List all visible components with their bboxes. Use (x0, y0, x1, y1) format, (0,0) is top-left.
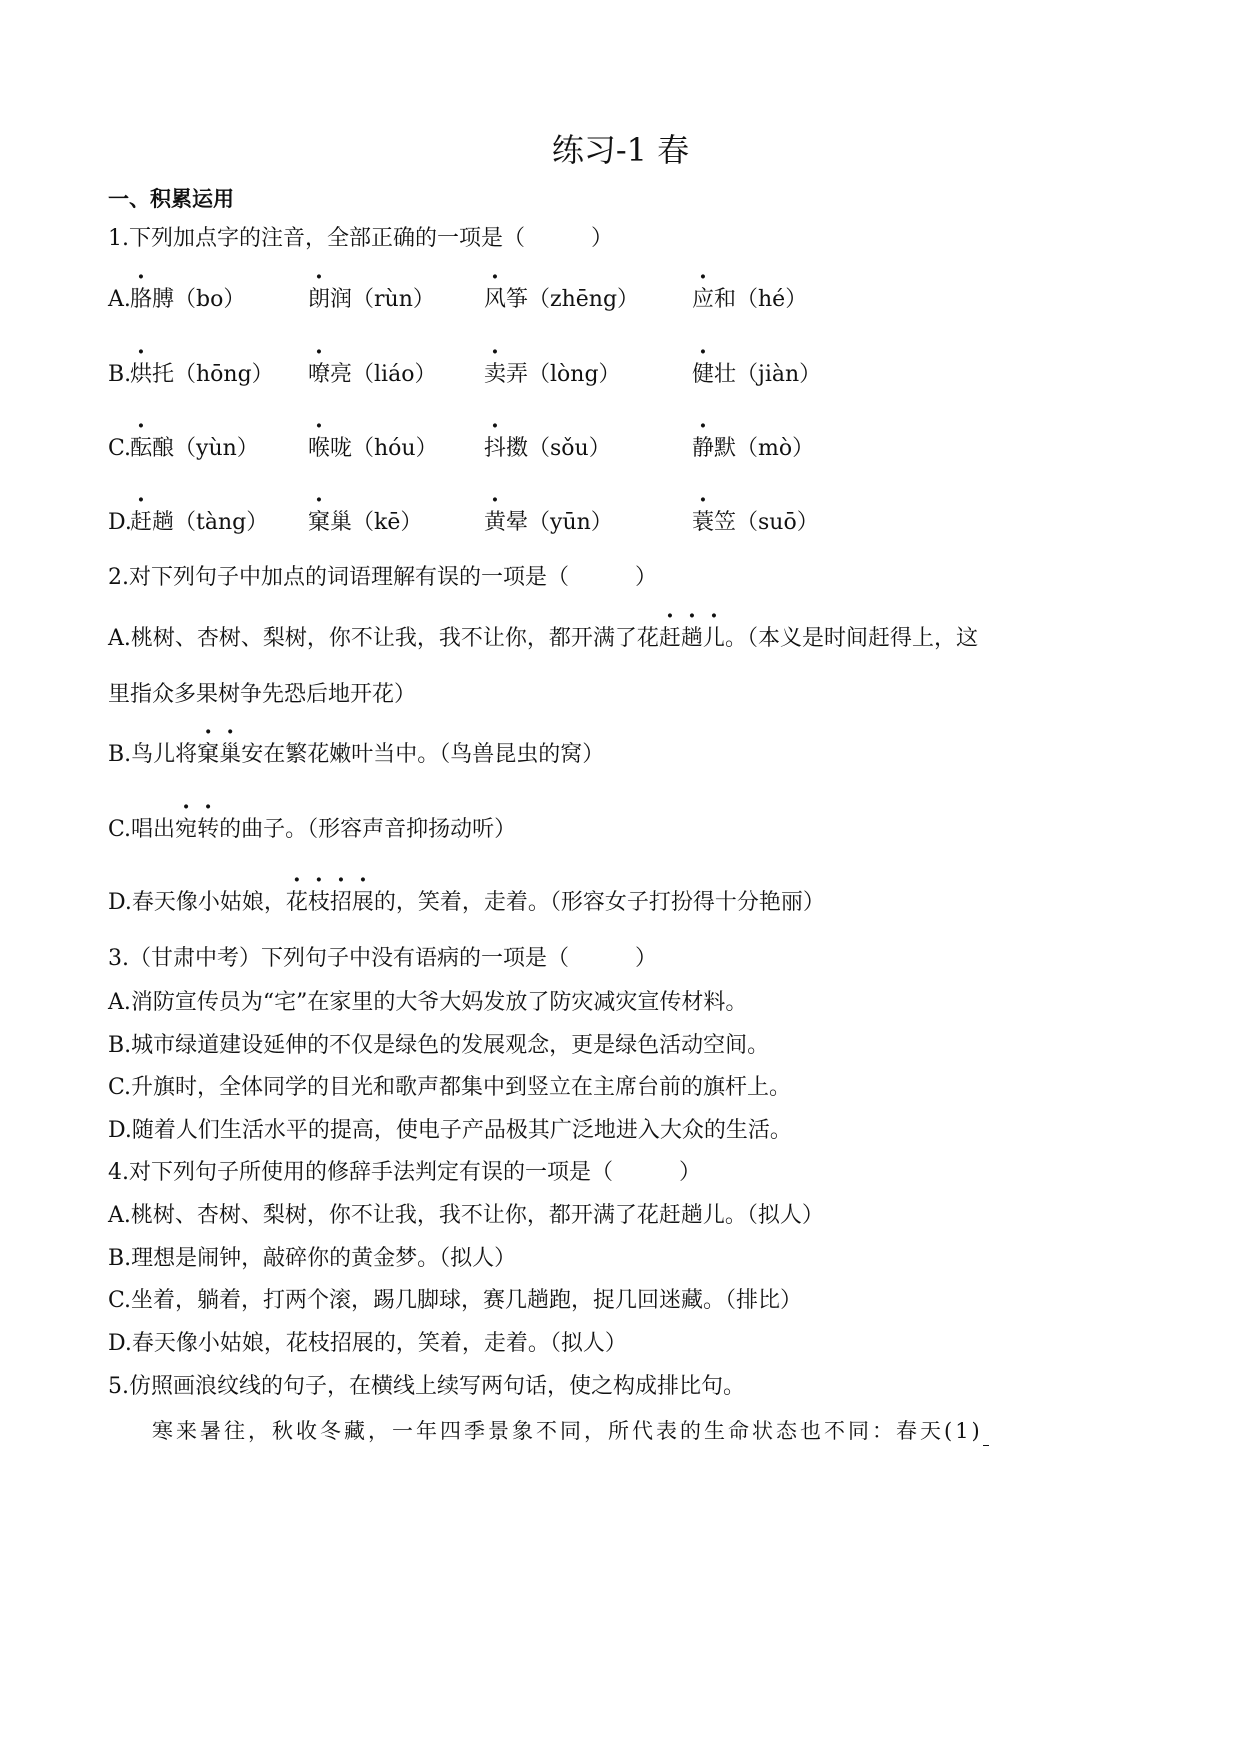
pinyin-item (130, 360, 274, 390)
dotted-char: 嘹 (308, 362, 331, 387)
pinyin-item (308, 508, 422, 538)
question-4-option: B.理想是闹钟，敲碎你的黄金梦。（拟人） (108, 1246, 517, 1271)
pinyin-item (484, 285, 639, 315)
pinyin-text: 擞（sǒu） (506, 436, 611, 461)
dotted-char: 巢 (219, 742, 242, 767)
pinyin-text: 壮（jiàn） (714, 362, 822, 387)
pinyin-text: 润（rùn） (330, 287, 435, 312)
pinyin-item (692, 360, 821, 390)
pinyin-item (308, 285, 435, 315)
pinyin-text: 巢（kē） (330, 510, 423, 535)
pinyin-item (484, 434, 611, 464)
dotted-word (659, 626, 725, 651)
pinyin-text: 筝（zhēng） (506, 287, 640, 312)
question-2-option-b (108, 740, 604, 770)
question-3-option: A.消防宣传员为“宅”在家里的大爷大妈发放了防灾减灾宣传材料。 (108, 990, 748, 1015)
pinyin-item (692, 508, 819, 538)
dotted-char: 健 (692, 362, 715, 387)
question-2-option-a-cont: 里指众多果树争先恐后地开花） (108, 682, 417, 707)
dotted-char: 胳 (130, 287, 153, 312)
option-letter: A. (108, 287, 131, 312)
pinyin-text: 托（hōng） (152, 362, 274, 387)
option-text: B.鸟儿将 (108, 742, 198, 767)
pinyin-text: 弄（lòng） (506, 362, 621, 387)
pinyin-text: 酿（yùn） (152, 436, 259, 461)
option-text: C.唱出 (108, 817, 176, 842)
question-4-option: D.春天像小姑娘，花枝招展的，笑着，走着。（拟人） (108, 1331, 627, 1356)
question-2-option-d (108, 888, 825, 918)
question-3-stem: 3.（甘肃中考）下列句子中没有语病的一项是（ ） (108, 946, 657, 971)
pinyin-item (484, 508, 613, 538)
dotted-char: 卖 (484, 362, 507, 387)
question-2-stem: 2.对下列句子中加点的词语理解有误的一项是（ ） (108, 565, 657, 590)
option-letter: D. (108, 510, 132, 535)
dotted-char: 转 (197, 817, 220, 842)
answer-blank[interactable] (983, 1423, 989, 1446)
dotted-char: 烘 (130, 362, 153, 387)
dotted-char: 窠 (308, 510, 331, 535)
option-text: 安在繁花嫩叶当中。（鸟兽昆虫的窝） (241, 742, 605, 767)
pinyin-item (308, 360, 436, 390)
question-3-option: C.升旗时，全体同学的目光和歌声都集中到竖立在主席台前的旗杆上。 (108, 1075, 792, 1100)
page-title: 练习-1 春 (551, 131, 690, 169)
question-4-option: A.桃树、杏树、梨树，你不让我，我不让你，都开满了花赶趟儿。（拟人） (108, 1203, 824, 1228)
dotted-char: 喉 (308, 436, 331, 461)
question-3-option: D.随着人们生活水平的提高，使电子产品极其广泛地进入大众的生活。 (108, 1118, 792, 1143)
question-3-option: B.城市绿道建设延伸的不仅是绿色的发展观念，更是绿色活动空间。 (108, 1033, 770, 1058)
pinyin-item (692, 434, 814, 464)
option-text: 。（本义是时间赶得上，这 (724, 626, 978, 651)
dotted-char: 招 (329, 890, 352, 915)
question-1-stem: 1.下列加点字的注音，全部正确的一项是（ ） (108, 226, 613, 251)
question-5-stem: 5.仿照画浪纹线的句子，在横线上续写两句话，使之构成排比句。 (108, 1374, 745, 1399)
dotted-word (197, 742, 241, 767)
pinyin-text: 膊（bo） (152, 287, 246, 312)
dotted-char: 黄 (484, 510, 507, 535)
question-4-option: C.坐着，躺着，打两个滚，踢几脚球，赛几趟跑，捉几回迷藏。（排比） (108, 1288, 803, 1313)
dotted-char: 静 (692, 436, 715, 461)
dotted-char: 窠 (197, 742, 220, 767)
dotted-char: 赶 (130, 510, 153, 535)
option-letter: B. (108, 362, 132, 387)
dotted-word (175, 817, 219, 842)
dotted-char: 枝 (307, 890, 330, 915)
pinyin-text: 趟（tàng） (152, 510, 269, 535)
dotted-char: 应 (692, 287, 715, 312)
option-text: 的，笑着，走着。（形容女子打扮得十分艳丽） (373, 890, 825, 915)
section-heading: 一、积累运用 (108, 187, 234, 211)
dotted-char: 朗 (308, 287, 331, 312)
pinyin-text: 默（mò） (714, 436, 815, 461)
pinyin-item (484, 360, 621, 390)
pinyin-text: 和（hé） (714, 287, 808, 312)
pinyin-text: 咙（hóu） (330, 436, 438, 461)
question-4-stem: 4.对下列句子所使用的修辞手法判定有误的一项是（ ） (108, 1160, 701, 1185)
dotted-char: 蓑 (692, 510, 715, 535)
question-2-option-c (108, 815, 516, 845)
dotted-char: 风 (484, 287, 507, 312)
pinyin-text: 晕（yūn） (506, 510, 613, 535)
option-text: 的曲子。（形容声音抑扬动听） (219, 817, 517, 842)
option-letter: C. (108, 436, 132, 461)
dotted-char: 抖 (484, 436, 507, 461)
dotted-char: 花 (285, 890, 308, 915)
question-2-option-a (108, 624, 978, 654)
pinyin-item (130, 508, 268, 538)
dotted-char: 趟 (680, 626, 703, 651)
passage-text: 寒来暑往，秋收冬藏，一年四季景象不同，所代表的生命状态也不同：春天(1) (152, 1419, 983, 1443)
option-text: D.春天像小姑娘， (108, 890, 286, 915)
dotted-word (286, 890, 374, 915)
pinyin-item (692, 285, 807, 315)
pinyin-text: 亮（liáo） (330, 362, 437, 387)
pinyin-item (308, 434, 438, 464)
dotted-char: 儿 (702, 626, 725, 651)
pinyin-item (130, 434, 259, 464)
question-5-passage (152, 1416, 989, 1446)
dotted-char: 宛 (175, 817, 198, 842)
dotted-char: 酝 (130, 436, 153, 461)
dotted-char: 展 (351, 890, 374, 915)
pinyin-text: 笠（suō） (714, 510, 819, 535)
dotted-char: 赶 (658, 626, 681, 651)
option-text: A.桃树、杏树、梨树，你不让我，我不让你，都开满了花 (108, 626, 659, 651)
pinyin-item (130, 285, 245, 315)
